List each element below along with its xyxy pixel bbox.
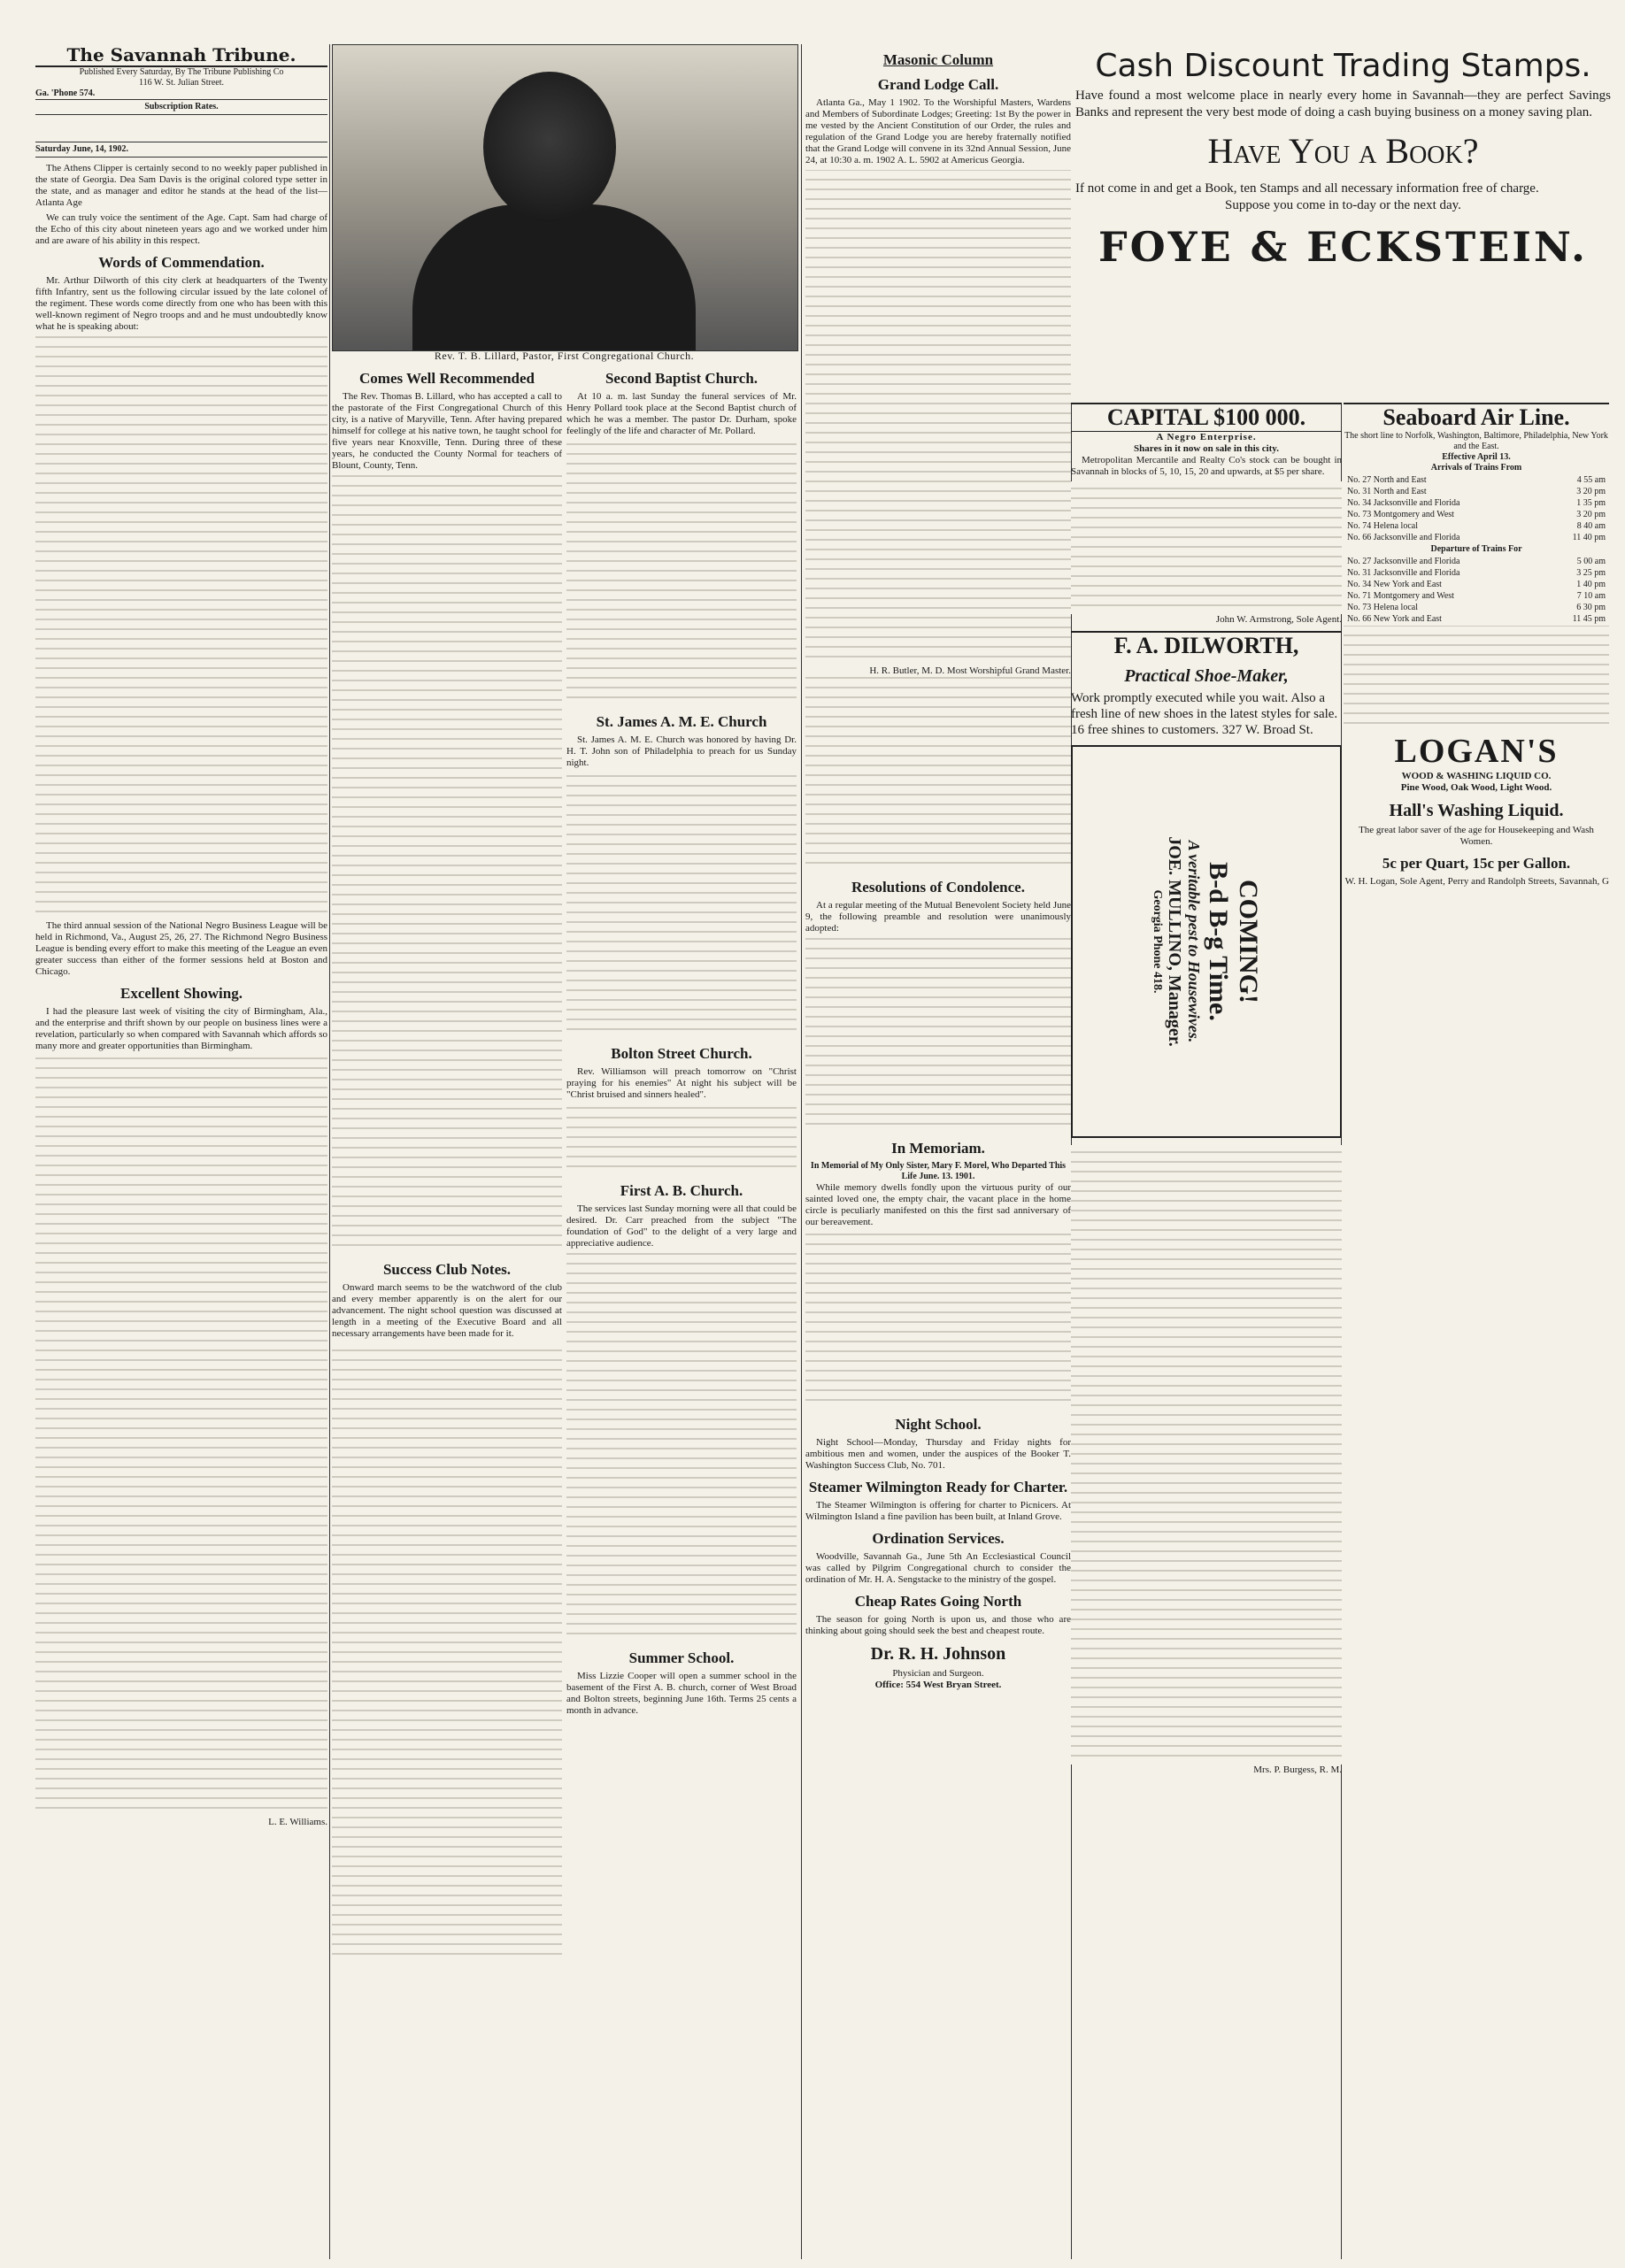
capital-heading: CAPITAL $100 000. [1071,403,1342,432]
halls-sub: The great labor saver of the age for Housekeeping and Wash Women. [1359,825,1594,847]
paragraph: St. James A. M. E. Church was honored by having Dr. H. T. John son of Philadelphia to preach for us Sunday night. [566,734,797,768]
bdbs-ad [1071,745,1342,1138]
column-6 [1344,403,1609,2261]
subscription-rates: Subscription Rates. [35,99,327,115]
train-route: No. 71 Montgomery and West [1347,591,1454,601]
heading-commendation: Words of Commendation. [98,254,265,271]
departures-heading: Departure of Trains For [1430,544,1522,554]
effective: Effective April 13. [1442,452,1511,462]
train-row [1345,603,1607,612]
ordination-signature: Mrs. P. Burgess, R. M. [1253,1764,1342,1775]
article-text-block [332,1343,562,1963]
halls-price: 5c per Quart, 15c per Gallon. [1382,855,1571,872]
logan-signature: W. H. Logan, Sole Agent, Perry and Randolph Streets, Savannah, G [1344,876,1609,887]
article-text-block [566,1104,797,1175]
paragraph: Atlanta Ga., May 1 1902. To the Worshipful Masters, Wardens and Members of Subordinate Lodges; Greeting: 1st By the power in me vested by the Ancient Constitution of our Order, the rules and regulation of the Grand Lodge you are hereby fraternally notified that the Grand Lodge will convene in its 32nd Annual Session, June 24, at 10:30 a. m. 1902 A. L. 5902 at Americus Georgia. [805,97,1071,165]
bdbs-coming: COMING! [1234,880,1263,1003]
johnson-office: Office: 554 West Bryan Street. [874,1680,1002,1690]
article-text-block [1344,626,1609,732]
letter-text-block [35,336,327,920]
column-5 [1071,403,1342,2261]
train-row [1345,591,1607,601]
bdbs-sub: A veritable pest to Housewives. [1185,840,1203,1043]
dilworth-body: Work promptly executed while you wait. Also a fresh line of new shoes in the latest styles for sale. 16 free shines to customers. 327 W. Broad St. [1071,691,1338,737]
bdbs-manager: JOE. MULLINO, Manager. [1165,836,1184,1047]
train-row [1345,533,1607,542]
train-row [1345,487,1607,496]
train-route: No. 66 Jacksonville and Florida [1347,533,1460,542]
heading-summer-school: Summer School. [628,1649,735,1666]
heading-cheap-rates: Cheap Rates Going North [854,1593,1022,1610]
paragraph: Miss Lizzie Cooper will open a summer school in the basement of the First A. B. church, corner of West Broad and Bolton streets, beginning June 16th. Terms 25 cents a month in advance. [566,1671,797,1716]
train-row [1345,580,1607,589]
signature: L. E. Williams. [268,1817,327,1827]
article-text-block [805,677,1071,872]
bdbs-ad-text [1150,836,1263,1047]
heading-ordination: Ordination Services. [872,1530,1005,1547]
paragraph: Night School—Monday, Thursday and Friday nights for ambitious men and women, under the auspices of the Booker T. Washington Success Club, No. 701. [805,1437,1071,1471]
train-row [1345,475,1607,485]
article-text-block [566,441,797,706]
ad-book: Have You a Book? [1207,131,1479,171]
trading-stamps-ad [1075,44,1611,398]
article-text-block [805,1232,1071,1409]
train-route: No. 31 Jacksonville and Florida [1347,568,1460,578]
train-time: 3 25 pm [1576,568,1606,578]
train-time: 1 35 pm [1576,498,1606,508]
train-time: 11 45 pm [1572,614,1606,624]
shoemaker: Practical Shoe-Maker, [1124,666,1289,686]
issue-date: Saturday June, 14, 1902. [35,142,327,158]
train-route: No. 73 Helena local [1347,603,1418,612]
ad-firm: FOYE & ECKSTEIN. [1098,223,1588,271]
ad-title: Cash Discount Trading Stamps. [1095,48,1591,84]
paragraph: Rev. Williamson will preach tomorrow on "Christ praying for his enemies" At night his subject will be "Christ bruised and sinners healed". [566,1066,797,1100]
shares: Shares in it now on sale in this city. [1134,443,1279,454]
article-text-block [805,170,1071,665]
paragraph: Onward march seems to be the watchword of the club and every member apparently is on the alert for our advancement. The night school question was discussed at length in a meeting of the Executive Board and all necessary arrangements have been made for it. [332,1282,562,1339]
capital-signature: John W. Armstrong, Sole Agent. [1215,614,1342,625]
column-1 [35,44,327,2256]
train-time: 3 20 pm [1576,510,1606,519]
train-row [1345,614,1607,624]
train-route: No. 27 Jacksonville and Florida [1347,557,1460,566]
heading-excellent: Excellent Showing. [120,985,243,1002]
train-route: No. 31 North and East [1347,487,1427,496]
enterprise: A Negro Enterprise. [1156,432,1257,442]
heading-memoriam: In Memoriam. [891,1140,985,1157]
paragraph: I had the pleasure last week of visiting the city of Birmingham, Ala., and the enterprise and thrift shown by our people on business lines were a revelation, particularly so when compared with Savannah which affords so many more and greater opportunities than Birmingham. [35,1006,327,1051]
column-3 [566,363,797,2256]
heading-night-school: Night School. [895,1416,982,1433]
article-text-block [1071,1145,1342,1764]
train-time: 1 40 pm [1576,580,1606,589]
masthead-phone: Ga. 'Phone 574. [35,88,96,98]
train-row [1345,557,1607,566]
column-4 [805,44,1071,2256]
paragraph: The Rev. Thomas B. Lillard, who has accepted a call to the pastorate of the First Congregational Church of this city, is a native of Maryville, Tenn. After having prepared himself for college at his native town, he taught school for five years near Knoxville, Tenn. During three of these years, he conducted the County Normal for teachers of Blount, County, Tenn. [332,391,562,471]
bdbs-phone: Georgia Phone 418. [1151,889,1164,994]
ad-book-body: If not come in and get a Book, ten Stamps and all necessary information free of charge. [1075,181,1539,196]
logans-sub: WOOD & WASHING LIQUID CO. [1401,771,1552,781]
logans-title: LOGAN'S [1394,733,1559,770]
train-route: No. 34 Jacksonville and Florida [1347,498,1460,508]
train-time: 4 55 am [1576,475,1606,485]
memoriam-subtitle: In Memorial of My Only Sister, Mary F. Morel, Who Departed This Life June. 13. 1901. [810,1161,1067,1181]
column-rule [329,44,330,2259]
train-route: No. 34 New York and East [1347,580,1442,589]
masthead-title: The Savannah Tribune. [35,44,327,67]
ad-suppose: Suppose you come in to-day or the next day. [1225,198,1461,212]
seaboard-title: Seaboard Air Line. [1344,403,1609,431]
paragraph: The Steamer Wilmington is offering for charter to Picnicers. At Wilmington Island a fine pavilion has been built, at Inland Grove. [805,1500,1071,1522]
johnson-sub: Physician and Surgeon. [892,1668,984,1679]
article-text-block [805,938,1071,1133]
heading-comes: Comes Well Recommended [359,370,535,387]
paragraph: Mr. Arthur Dilworth of this city clerk at headquarters of the Twenty fifth Infantry, sent us the following circular issued by the late colonel of the regiment. These words come directly from one who has been with this well-known regiment of Negro troops and and he must undoubtedly know what he is speaking about: [35,275,327,332]
paragraph: The services last Sunday morning were all that could be desired. Dr. Carr preached from the subject "The foundation of God" to the delight of a very large and appreciative audience. [566,1203,797,1249]
train-row [1345,510,1607,519]
train-time: 6 30 pm [1576,603,1606,612]
heading-first-ab: First A. B. Church. [620,1182,743,1199]
arrivals-table [1344,473,1609,544]
masonic-column-heading: Masonic Column [882,51,994,68]
arrivals-heading: Arrivals of Trains From [1430,463,1522,473]
paragraph: Metropolitan Mercantile and Realty Co's stock can be bought in Savannah in blocks of 5, 10, 15, 20 and upwards, at $5 per share. [1071,455,1342,477]
article-text-block [1071,481,1342,614]
train-time: 11 40 pm [1572,533,1606,542]
train-row [1345,498,1607,508]
train-time: 3 20 pm [1576,487,1606,496]
logans-wood: Pine Wood, Oak Wood, Light Wood. [1400,782,1552,793]
train-route: No. 27 North and East [1347,475,1427,485]
column-2 [332,363,562,2256]
paragraph: At a regular meeting of the Mutual Benevolent Society held June 9, the following preamble and resolution were unanimously adopted: [805,900,1071,934]
train-time: 7 10 am [1576,591,1606,601]
lodge-signature: H. R. Butler, M. D. Most Worshipful Grand Master. [869,665,1071,676]
departures-table [1344,555,1609,626]
train-route: No. 74 Helena local [1347,521,1418,531]
ad-body: Have found a most welcome place in nearly every home in Savannah—they are perfect Savings Banks and represent the very best mode of doing a cash buying business on a money saving plan. [1075,88,1611,119]
train-time: 5 00 am [1576,557,1606,566]
article-text-block [35,1056,327,1817]
paragraph: Woodville, Savannah Ga., June 5th An Ecclesiastical Council was called by Pilgrim Congregational church to consider the ordination of Mr. H. A. Sengstacke to the ministry of the gospel. [805,1551,1071,1585]
paragraph: We can truly voice the sentiment of the Age. Capt. Sam had charge of the Echo of this city about nineteen years ago and we worked under him and are aware of his ability in this respect. [35,212,327,246]
train-time: 8 40 am [1576,521,1606,531]
paragraph: The season for going North is upon us, and those who are thinking about going should seek the best and cheapest route. [805,1614,1071,1636]
article-text-block [332,475,562,1254]
heading-st-james: St. James A. M. E. Church [596,713,767,730]
photo-caption: Rev. T. B. Lillard, Pastor, First Congregational Church. [434,350,695,362]
paragraph: The Athens Clipper is certainly second to no weekly paper published in the state of Georgia. Dea Sam Davis is the original colored type setter in the state, and as manager and editor he stands at the head of the list—Atlanta Age [35,163,327,208]
masthead-publisher: Published Every Saturday, By The Tribune Publishing Co [79,67,284,77]
train-route: No. 66 New York and East [1347,614,1442,624]
masthead-address: 116 W. St. Julian Street. [138,78,225,88]
portrait-photo [332,44,798,351]
train-row [1345,521,1607,531]
heading-resolutions: Resolutions of Condolence. [851,879,1025,896]
column-rule [801,44,802,2259]
paragraph: The third annual session of the National Negro Business League will be held in Richmond, Va., August 25, 26, 27. The Richmond Negro Business League is bending every effort to make this meeting of the League an even greater success than either of the former sessions held at Boston and Chicago. [35,920,327,977]
dilworth-name: F. A. DILWORTH, [1071,631,1342,659]
heading-steamer: Steamer Wilmington Ready for Charter. [808,1479,1068,1495]
article-text-block [566,773,797,1038]
heading-bolton: Bolton Street Church. [611,1045,752,1062]
article-text-block [566,1253,797,1642]
paragraph: While memory dwells fondly upon the virtuous purity of our sainted loved one, the empty chair, the vacant place in the home circle is peculiarly manifested on this the first sad anniversary of our bereavement. [805,1182,1071,1227]
heading-success: Success Club Notes. [382,1261,512,1278]
heading-second-baptist: Second Baptist Church. [605,370,759,387]
heading-grand-lodge: Grand Lodge Call. [877,76,999,93]
halls-title: Hall's Washing Liquid. [1389,801,1564,820]
paragraph: At 10 a. m. last Sunday the funeral services of Mr. Henry Pollard took place at the Second Baptist church of which he was a member. The pastor Dr. Durham, spoke feelingly of the life and character of Mr. Pollard. [566,391,797,436]
seaboard-sub: The short line to Norfolk, Washington, Baltimore, Philadelphia, New York and the East. [1344,431,1608,451]
bdbs-title: B-d B-g Time. [1204,862,1233,1021]
johnson-name: Dr. R. H. Johnson [870,1644,1006,1664]
train-row [1345,568,1607,578]
train-route: No. 73 Montgomery and West [1347,510,1454,519]
